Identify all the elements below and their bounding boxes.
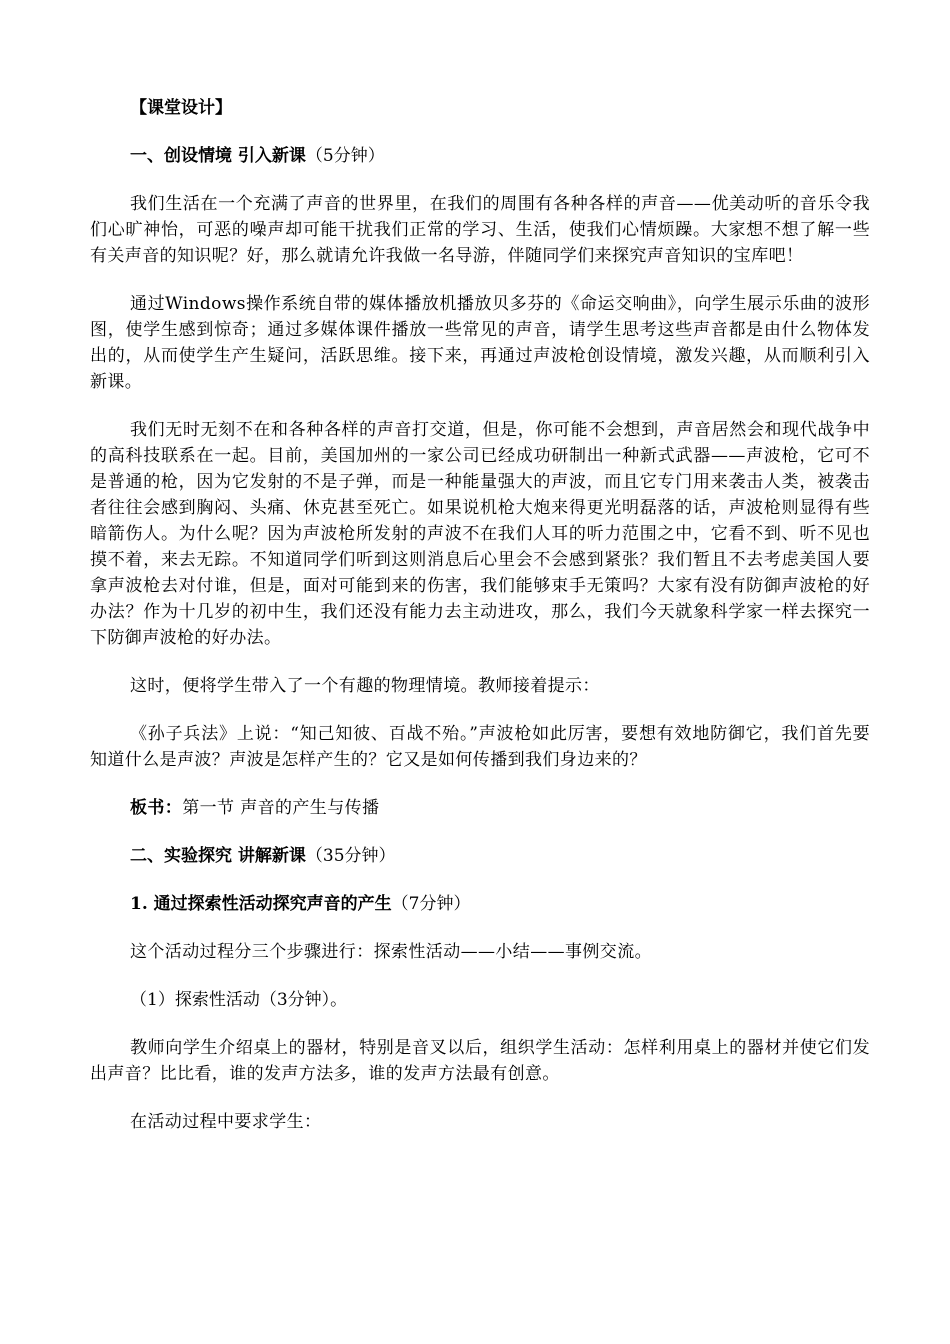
part1-heading (90, 143, 870, 169)
board-label: 板书： (130, 798, 183, 818)
part2-paragraph-2: 教师向学生介绍桌上的器材，特别是音叉以后，组织学生活动：怎样利用桌上的器材并使它们发出声音？比比看，谁的发声方法多，谁的发声方法最有创意。 (90, 1038, 870, 1084)
part2-paragraph-1: 这个活动过程分三个步骤进行：探索性活动——小结——事例交流。 (130, 942, 652, 962)
part2-heading-text: 二、实验探究 讲解新课 (130, 846, 306, 866)
document-page (90, 95, 870, 1157)
part1-paragraph-5: 《孙子兵法》上说：“知己知彼、百战不殆。”声波枪如此厉害，要想有效地防御它，我们首先要知道什么是声波？声波是怎样产生的？它又是如何传播到我们身边来的？ (90, 724, 870, 770)
part1-paragraph-3: 我们无时无刻不在和各种各样的声音打交道，但是，你可能不会想到，声音居然会和现代战争中的高科技联系在一起。目前，美国加州的一家公司已经成功研制出一种新式武器——声波枪，它可不是普通的枪，因为它发射的不是子弹，而是一种能量强大的声波，而且它专门用来袭击人类，被袭击者往往会感到胸闷、头痛、休克甚至死亡。如果说机枪大炮来得更光明磊落的话，声波枪则显得有些暗箭伤人。为什么呢？因为声波枪所发射的声波不在我们人耳的听力范围之中，它看不到、听不见也摸不着，来去无踪。不知道同学们听到这则消息后心里会不会感到紧张？我们暂且不去考虑美国人要拿声波枪去对付谁，但是，面对可能到来的伤害，我们能够束手无策吗？大家有没有防御声波枪的好办法？作为十几岁的初中生，我们还没有能力去主动进攻，那么，我们今天就象科学家一样去探究一下防御声波枪的好办法。 (90, 420, 870, 648)
part2-heading (90, 843, 870, 869)
part1-paragraph-4: 这时，便将学生带入了一个有趣的物理情境。教师接着提示： (130, 676, 600, 696)
section-title: 【课堂设计】 (130, 98, 232, 118)
part1-time: （5分钟） (305, 146, 385, 166)
board-text: 第一节 声音的产生与传播 (182, 798, 380, 818)
part1-heading-text: 一、创设情境 引入新课 (130, 146, 306, 166)
subsection-1-heading (90, 891, 870, 917)
step-1-heading: （1）探索性活动（3分钟）。 (130, 990, 348, 1010)
part2-time: （35分钟） (305, 846, 396, 866)
part1-paragraph-1: 我们生活在一个充满了声音的世界里，在我们的周围有各种各样的声音——优美动听的音乐令我们心旷神怡，可恶的噪声却可能干扰我们正常的学习、生活，使我们心情烦躁。大家想不想了解一些有关声音的知识呢？好，那么就请允许我做一名导游，伴随同学们来探究声音知识的宝库吧！ (90, 194, 870, 266)
subsection-1-heading-text: 1. 通过探索性活动探究声音的产生 (130, 894, 392, 914)
part1-paragraph-2: 通过Windows操作系统自带的媒体播放机播放贝多芬的《命运交响曲》，向学生展示乐曲的波形图，使学生感到惊奇；通过多媒体课件播放一些常见的声音，请学生思考这些声音都是由什么物体发出的，从而使学生产生疑问，活跃思维。接下来，再通过声波枪创设情境，激发兴趣，从而顺利引入新课。 (90, 294, 870, 392)
subsection-1-time: （7分钟） (391, 894, 471, 914)
board-note (90, 795, 870, 821)
part2-paragraph-3: 在活动过程中要求学生： (130, 1112, 322, 1132)
